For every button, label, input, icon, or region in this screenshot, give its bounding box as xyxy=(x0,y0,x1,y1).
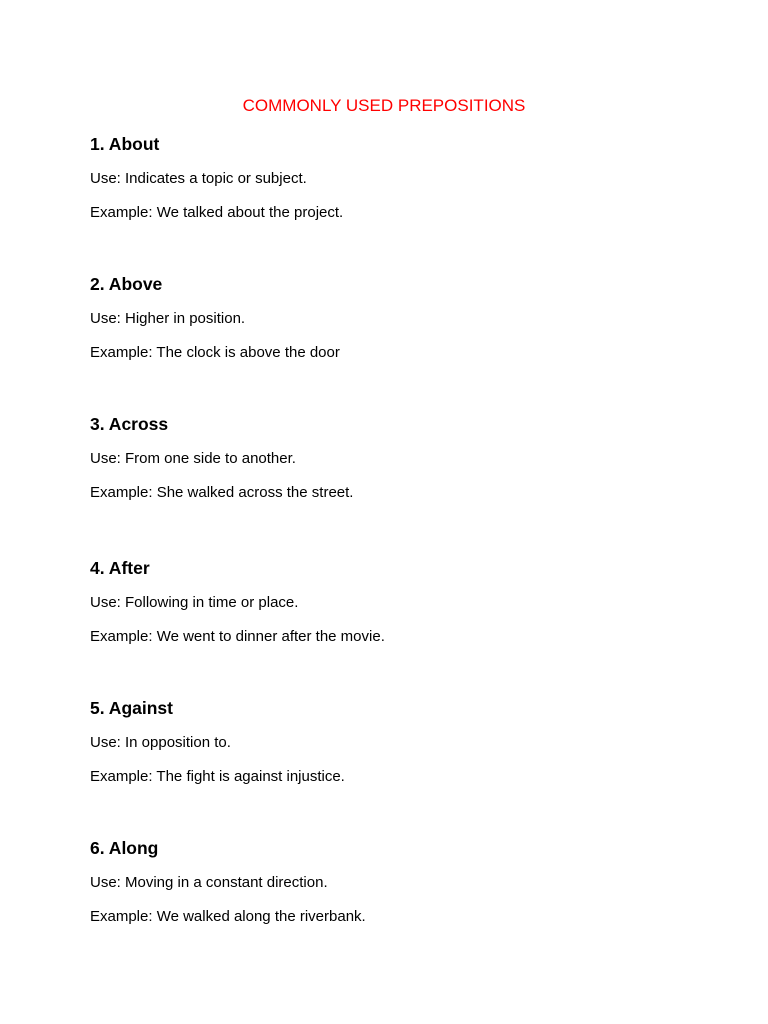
entry-heading: 4. After xyxy=(90,558,150,578)
document-title: COMMONLY USED PREPOSITIONS xyxy=(242,96,526,115)
preposition-entry-after xyxy=(90,557,710,647)
entry-heading: 5. Against xyxy=(90,698,173,718)
entry-example: Example: The clock is above the door xyxy=(90,344,340,361)
entry-use: Use: From one side to another. xyxy=(90,450,296,467)
entry-use: Use: In opposition to. xyxy=(90,734,231,751)
entry-heading: 2. Above xyxy=(90,274,163,294)
preposition-entry-against xyxy=(90,697,710,787)
entry-heading: 6. Along xyxy=(90,838,159,858)
entry-use: Use: Moving in a constant direction. xyxy=(90,874,328,891)
preposition-entry-across xyxy=(90,413,710,503)
preposition-entry-along xyxy=(90,837,710,927)
preposition-entry-about xyxy=(90,133,710,223)
entry-example: Example: We talked about the project. xyxy=(90,204,344,221)
preposition-entry-above xyxy=(90,273,710,363)
entry-example: Example: She walked across the street. xyxy=(90,484,354,501)
entry-example: Example: We went to dinner after the movie. xyxy=(90,628,385,645)
entry-use: Use: Higher in position. xyxy=(90,310,246,327)
entry-heading: 1. About xyxy=(90,134,160,154)
entry-use: Use: Indicates a topic or subject. xyxy=(90,170,307,187)
entry-use: Use: Following in time or place. xyxy=(90,594,299,611)
entry-example: Example: The fight is against injustice. xyxy=(90,768,345,785)
entry-heading: 3. Across xyxy=(90,414,169,434)
entry-example: Example: We walked along the riverbank. xyxy=(90,908,366,925)
